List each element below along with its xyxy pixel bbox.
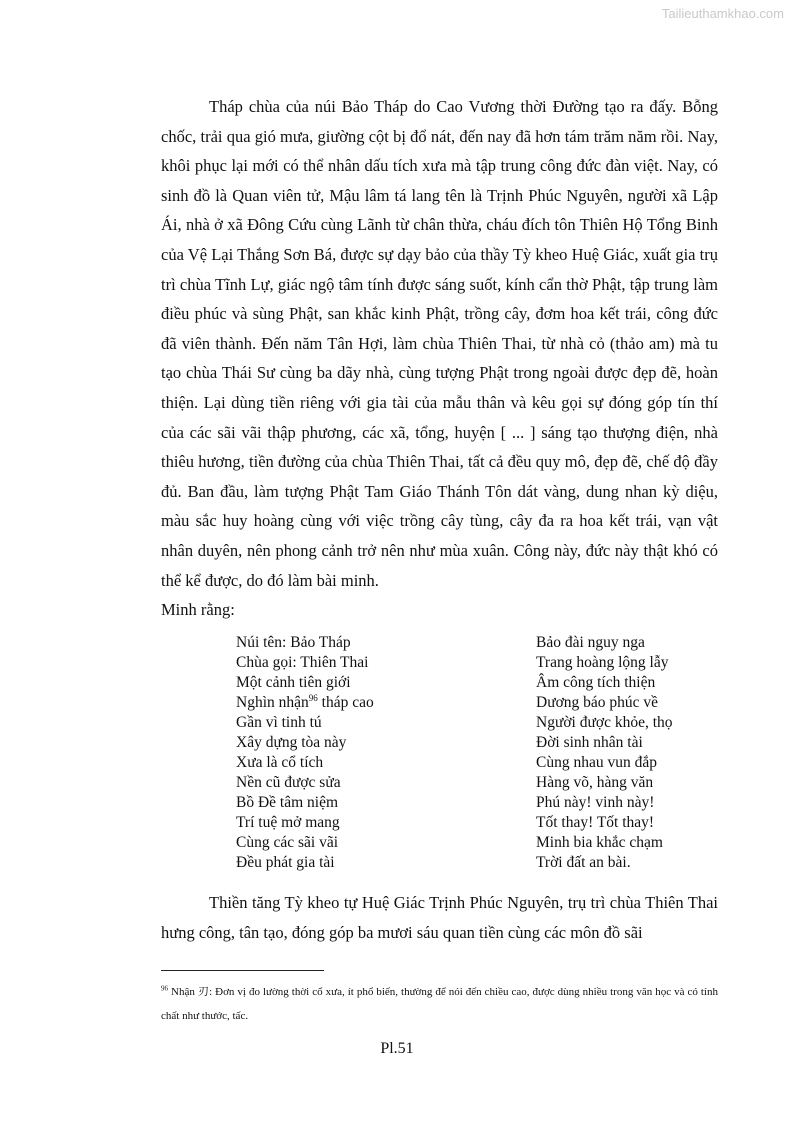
- poem-line-left: Xưa là cổ tích: [236, 754, 324, 771]
- poem-line-tail: tháp cao: [317, 694, 374, 711]
- poem-line-right: Tốt thay! Tốt thay!: [536, 814, 655, 831]
- poem-line-right: Phú này! vinh này!: [536, 794, 655, 811]
- poem-line-right: Bảo đài nguy nga: [536, 634, 645, 651]
- poem-row: [236, 753, 706, 773]
- poem-line-left: Nền cũ được sửa: [236, 774, 341, 791]
- closing-text: [161, 888, 718, 947]
- footnote-marker: 96: [161, 984, 168, 993]
- footnote-96: [161, 980, 718, 1028]
- poem-row: [236, 713, 706, 733]
- poem-row: [236, 853, 706, 873]
- poem-row: [236, 733, 706, 753]
- poem-line-right: Minh bia khắc chạm: [536, 834, 663, 851]
- watermark: Tailieuthamkhao.com: [661, 6, 784, 21]
- poem-line-left: Chùa gọi: Thiên Thai: [236, 654, 369, 671]
- poem-line-left: Bồ Đề tâm niệm: [236, 794, 339, 811]
- poem-row: [236, 773, 706, 793]
- poem-line-right: Dương báo phúc về: [536, 694, 659, 711]
- poem-row: [236, 813, 706, 833]
- poem-line-right: Trời đất an bài.: [536, 854, 631, 871]
- poem-line-left: Một cảnh tiên giới: [236, 674, 351, 691]
- poem-line-left: Núi tên: Bảo Tháp: [236, 634, 351, 651]
- poem-line-left: Gần vì tinh tú: [236, 714, 322, 731]
- poem-line-left: Đều phát gia tài: [236, 854, 335, 871]
- poem-row: [236, 793, 706, 813]
- poem-line-text: Nghìn nhận: [236, 694, 309, 711]
- paragraph-2: Thiền tăng Tỳ kheo tự Huệ Giác Trịnh Phúc Nguyên, trụ trì chùa Thiên Thai hưng công, tân tạo, đóng góp ba mươi sáu quan tiền cùng các môn đồ sãi: [161, 893, 718, 942]
- poem-line-right: Người được khỏe, thọ: [536, 714, 673, 731]
- poem-row: [236, 673, 706, 693]
- poem-row: [236, 633, 706, 653]
- footnote-ref-96[interactable]: 96: [308, 692, 318, 703]
- poem-line-right: Hàng võ, hàng văn: [536, 774, 654, 791]
- footnote-text: Nhận 刃: Đơn vị đo lường thời cổ xưa, ít phổ biến, thường để nói đến chiều cao, được dùng nhiều trong văn học và có tính chất như thước, tấc.: [161, 986, 718, 1022]
- poem-line-right: Âm công tích thiện: [536, 674, 656, 691]
- poem-line-left: Cùng các sãi vãi: [236, 834, 339, 851]
- paragraph-1: Tháp chùa của núi Bảo Tháp do Cao Vương thời Đường tạo ra đấy. Bỗng chốc, trải qua gió mưa, giường cột bị đổ nát, đến nay đã hơn tám trăm năm rồi. Nay, khôi phục lại mới có thể nhân dấu tích xưa mà tập trung công đức đàn việt. Nay, có sinh đồ là Quan viên tử, Mậu lâm tá lang tên là Trịnh Phúc Nguyên, người xã Lập Ái, nhà ở xã Đông Cứu cùng Lãnh từ chân thừa, cháu đích tôn Thiên Hộ Tổng Binh của Vệ Lại Thắng Sơn Bá, được sự dạy bảo của thầy Tỳ kheo Huệ Giác, xuất gia trụ trì chùa Tĩnh Lự, giác ngộ tâm tính được sáng suốt, kính cẩn thờ Phật, tập trung làm điều phúc và sùng Phật, san khắc kinh Phật, trồng cây, đơm hoa kết trái, công đức đã viên thành. Đến năm Tân Hợi, làm chùa Thiên Thai, từ nhà cỏ (thảo am) mà tu tạo chùa Thái Sư cùng ba dãy nhà, cùng tượng Phật trong ngoài được đẹp đẽ, hoàn thiện. Lại dùng tiền riêng với gia tài của mẫu thân và kêu gọi sự đóng góp tín thí của các sãi vãi thập phương, các xã, tổng, huyện [ ... ] sáng tạo thượng điện, nhà thiêu hương, tiền đường của chùa Thiên Thai, tất cả đều quy mô, đẹp đẽ, chế độ đầy đủ. Ban đầu, làm tượng Phật Tam Giáo Thánh Tôn dát vàng, dung nhan kỳ diệu, màu sắc huy hoàng cùng với việc trồng cây tùng, cây đa ra hoa kết trái, vạn vật nhân duyên, nên phong cảnh trở nên như mùa xuân. Công này, đức này thật khó có thể kể được, do đó làm bài minh.: [161, 97, 718, 590]
- poem-line-left: Trí tuệ mở mang: [236, 814, 340, 831]
- poem: [236, 633, 706, 873]
- footnote-divider: [161, 970, 324, 971]
- page-number: Pl.51: [380, 1040, 414, 1057]
- poem-row: [236, 693, 706, 713]
- minh-label: Minh rằng:: [161, 600, 235, 620]
- poem-row: [236, 653, 706, 673]
- poem-line-right: Trang hoàng lộng lẫy: [536, 654, 669, 671]
- poem-row: [236, 833, 706, 853]
- main-text: [161, 92, 718, 625]
- poem-line-right: Cùng nhau vun đắp: [536, 754, 657, 771]
- poem-line-left: Xây dựng tòa này: [236, 734, 347, 751]
- poem-line-right: Đời sinh nhân tài: [536, 734, 643, 751]
- poem-line-left-with-footnote: [236, 693, 536, 713]
